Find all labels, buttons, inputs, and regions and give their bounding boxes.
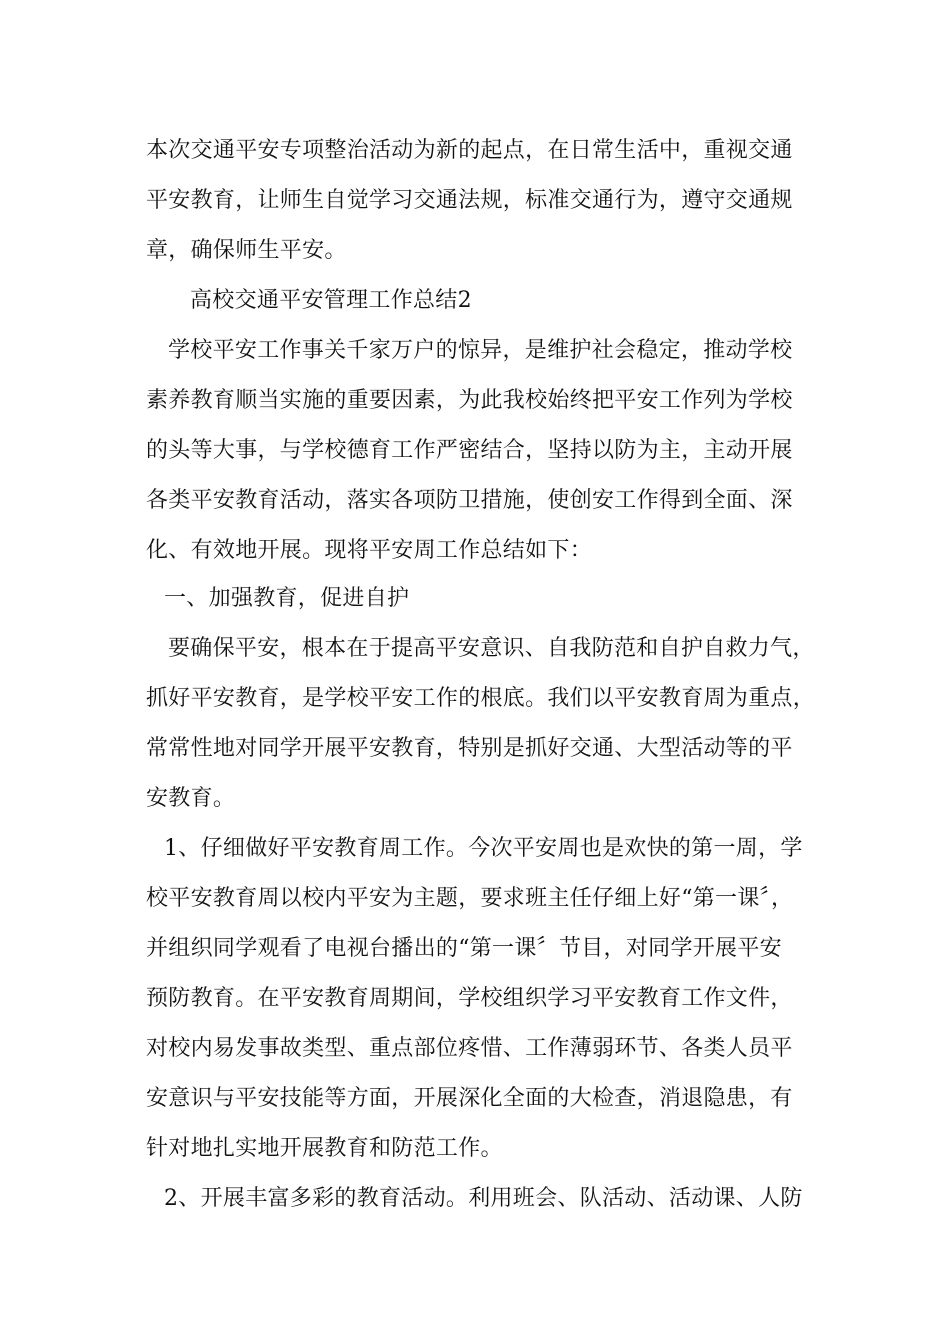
text-line: 常常性地对同学开展平安教育，特别是抓好交通、大型活动等的平: [146, 736, 793, 761]
text-line: 抓好平安教育，是学校平安工作的根底。我们以平安教育周为重点，: [146, 686, 816, 711]
text-line: 针对地扎实地开展教育和防范工作。: [146, 1136, 503, 1161]
text-line: 素养教育顺当实施的重要因素，为此我校始终把平安工作列为学校: [146, 388, 793, 413]
text-line: 安教育。: [146, 786, 236, 811]
text-line: 平安教育，让师生自觉学习交通法规，标准交通行为，遵守交通规: [146, 188, 793, 213]
subheading: 一、加强教育，促进自护: [164, 586, 410, 611]
text-line: 本次交通平安专项整治活动为新的起点，在日常生活中，重视交通: [146, 138, 793, 163]
text-line: 1、仔细做好平安教育周工作。今次平安周也是欢快的第一周，学: [164, 836, 803, 861]
text-line: 化、有效地开展。现将平安周工作总结如下：: [146, 538, 593, 563]
text-line: 对校内易发事故类型、重点部位疼惜、工作薄弱环节、各类人员平: [146, 1036, 793, 1061]
text-line: 各类平安教育活动，落实各项防卫措施，使创安工作得到全面、深: [146, 488, 793, 513]
text-line: 校平安教育周以校内平安为主题，要求班主任仔细上好“第一课〞，: [146, 886, 794, 911]
text-line: 章，确保师生平安。: [146, 238, 347, 263]
text-line: 并组织同学观看了电视台播出的“第一课〞节目，对同学开展平安: [146, 936, 782, 961]
text-line: 2、开展丰富多彩的教育活动。利用班会、队活动、活动课、人防: [164, 1186, 803, 1211]
text-line: 安意识与平安技能等方面，开展深化全面的大检查，消退隐患，有: [146, 1086, 793, 1111]
section-title: 高校交通平安管理工作总结2: [190, 288, 472, 313]
text-line: 学校平安工作事关千家万户的惊异，是维护社会稳定，推动学校: [168, 338, 793, 363]
text-line: 要确保平安，根本在于提高平安意识、自我防范和自护自救力气，: [168, 636, 815, 661]
text-line: 的头等大事，与学校德育工作严密结合，坚持以防为主，主动开展: [146, 438, 793, 463]
text-line: 预防教育。在平安教育周期间，学校组织学习平安教育工作文件，: [146, 986, 793, 1011]
